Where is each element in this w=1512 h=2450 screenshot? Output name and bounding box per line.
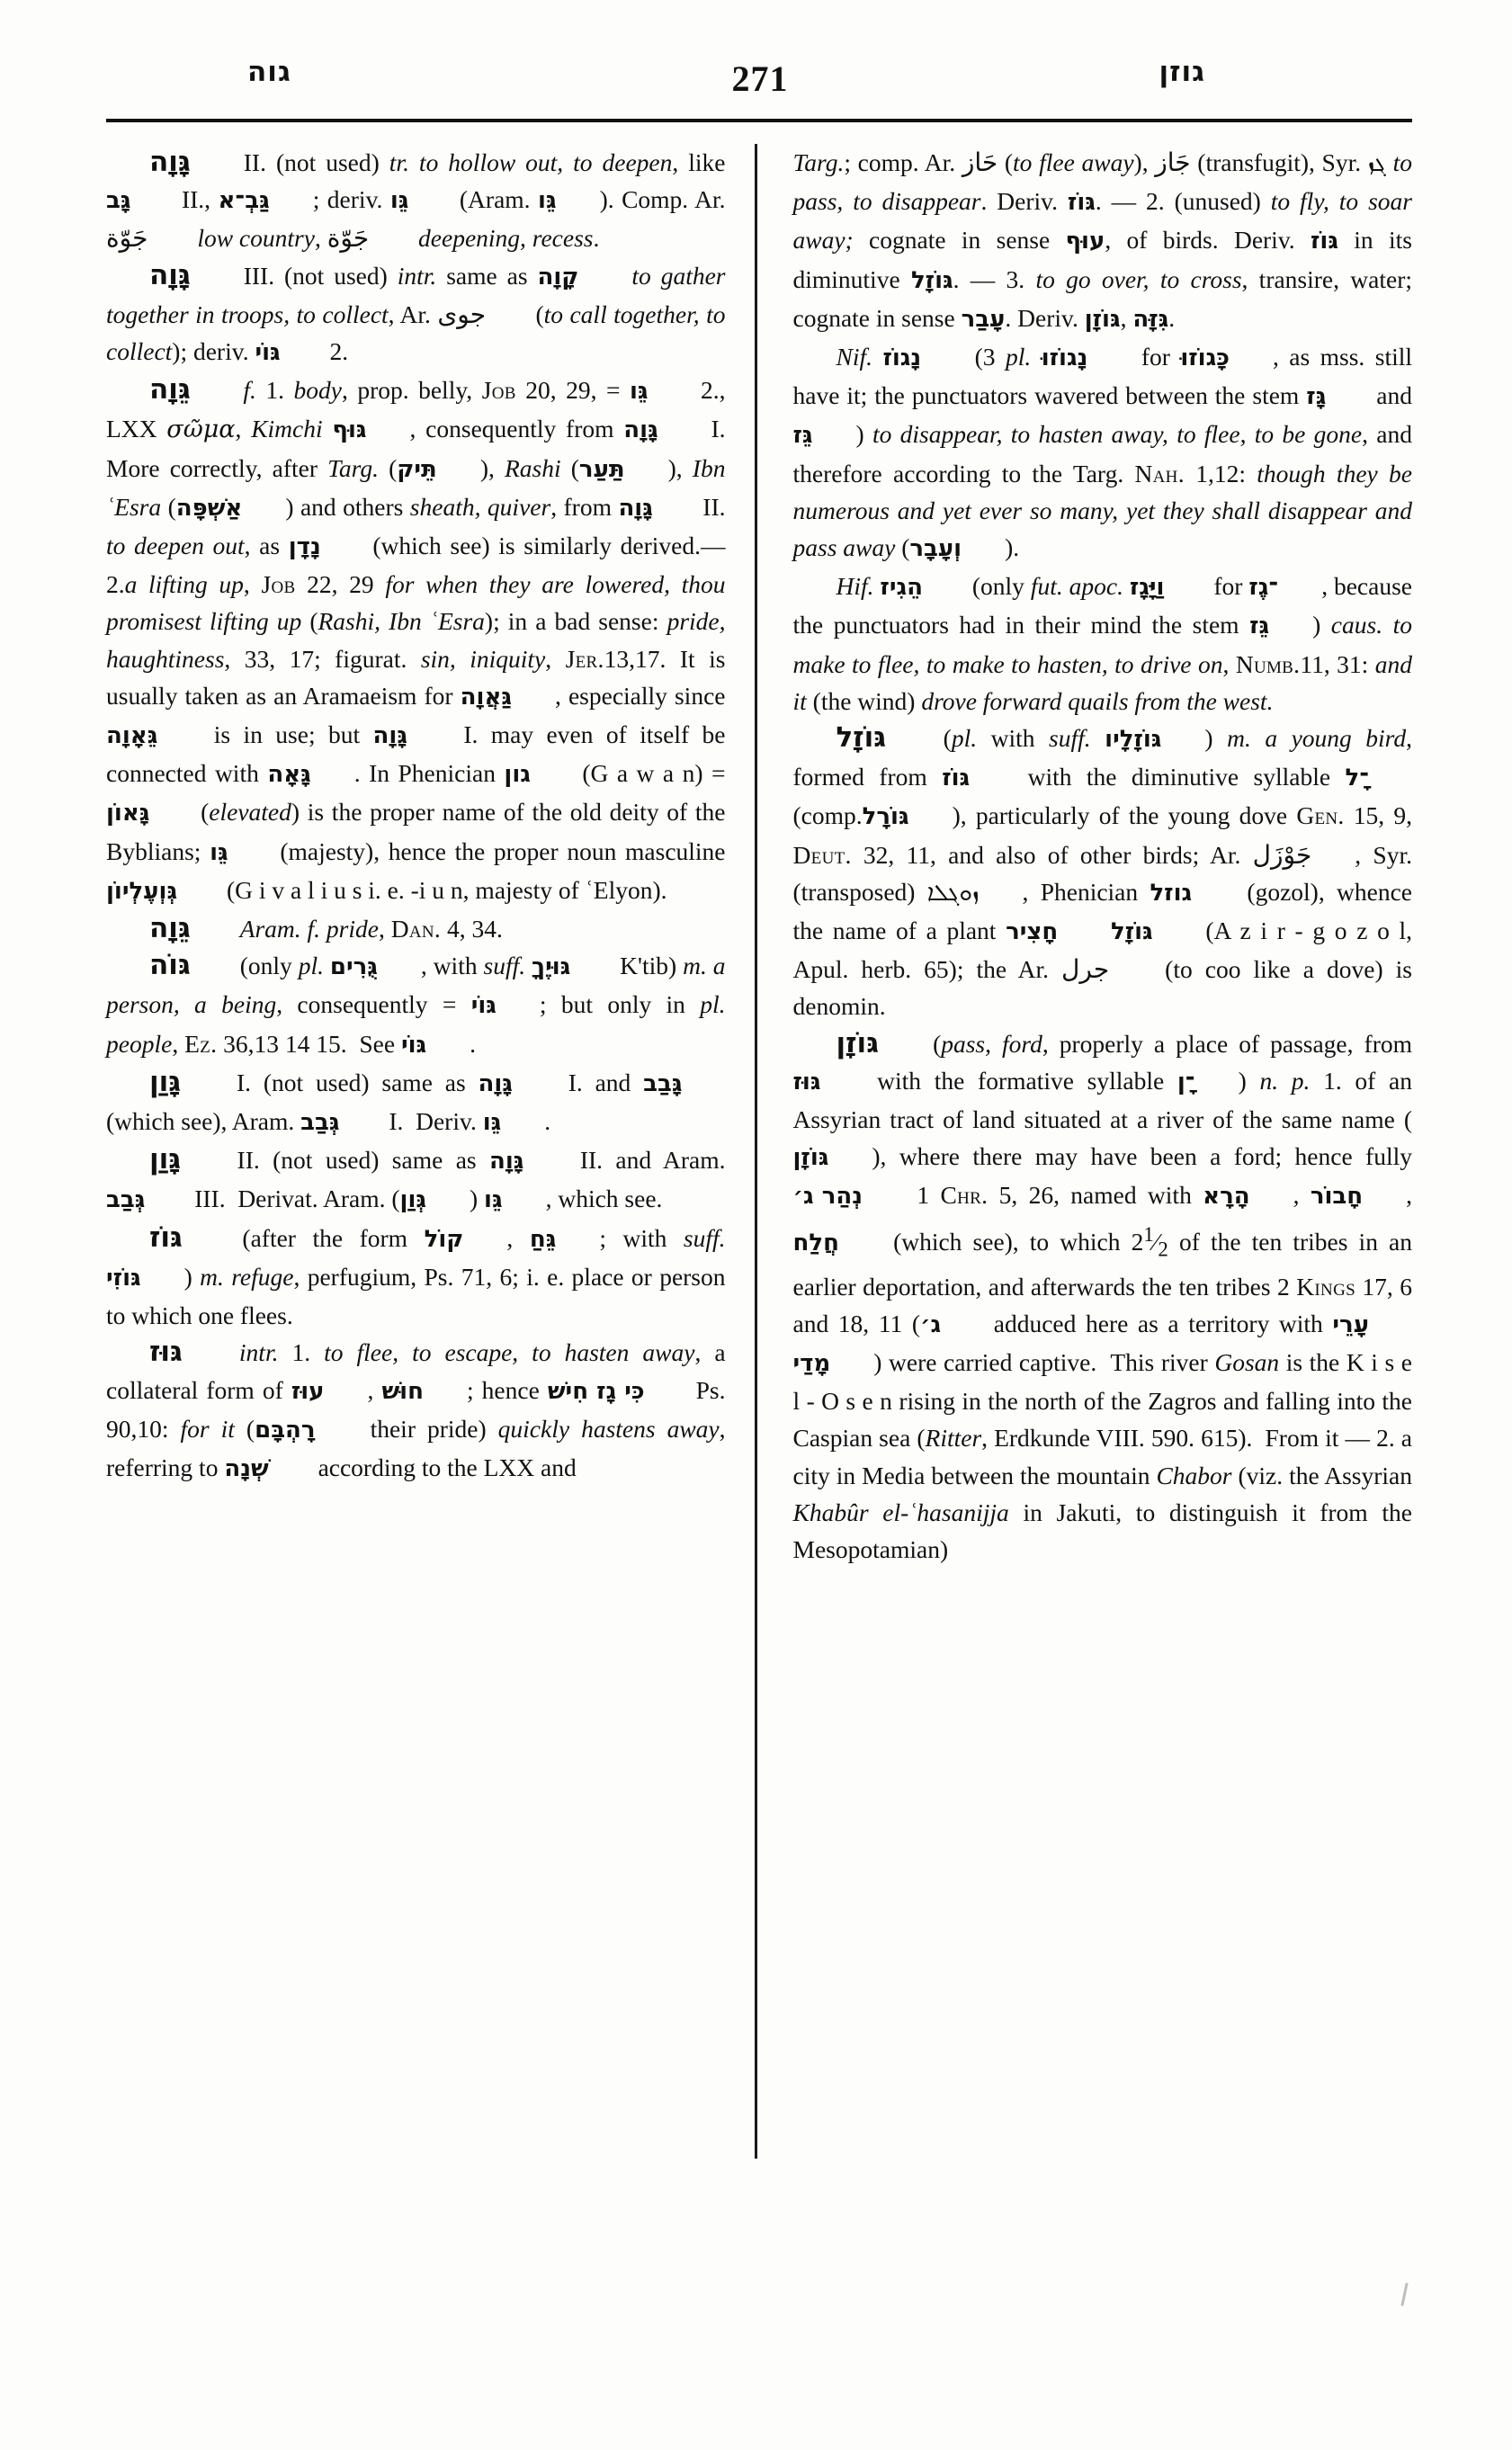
dictionary-entry: גָּוָה III. (not used) intr. same as קָוָה to gather together in troops, to collect, Ar. جوى (to call together, to collect); deriv. גּוֹי 2. (106, 258, 726, 367)
dictionary-entry: Nif. נָגוֹז (3 pl. נָגוֹזוּ for כָּגוֹזוּ , as mss. still have it; the punctuators wavered between the stem גָּז and גֵּז ) to disappear, to hasten away, to flee, to be gone, and therefore according to the Targ. Nah. 1,12: though they be numerous and yet ever so many, yet they shall disappear and pass away (וְעָבָר ). (792, 343, 1413, 563)
dictionary-entry: גֵּוָה f. 1. body, prop. belly, Job 20, 29, = גֵּו 2., LXX σῶμα, Kimchi גּוּף , consequently from גָּוָה I. More correctly, after Targ. (תֵּיק ), Rashi (תַּעַר ), Ibn ʿEsra (אַשְׁפָּה ) and others sheath, quiver, from גָּוָה II. to deepen out, as נָדָן (which see) is similarly derived.—2.a lifting up, Job 22, 29 for when they are lowered, thou promisest lifting up (Rashi, Ibn ʿEsra); in a bad sense: pride, haughtiness, 33, 17; figurat. sin, iniquity, Jer.13,17. It is usually taken as an Aramaeism for גַּאֲוָה , especially since גֵּאָוָה is in use; but גָּוָה I. may even of itself be connected with גָּאָה . In Phenician גון (G a w a n) = גָּאוֹן (elevated) is the proper name of the old deity of the Byblians; גֵּו (majesty), hence the proper noun masculine גְּוְעֶלְיוֹן (G i v a l i u s i. e. -i u n, majesty of ʿElyon). (106, 373, 726, 905)
dictionary-entry: גָּוָה II. (not used) tr. to hollow out, to deepen, like גָּב II., גַּבְ־א ; deriv. גֵּו (Aram. גֵּו ). Comp. Ar. جَوّة low country, جَوّة deepening, recess. (106, 146, 726, 254)
dictionary-entry: גּוֹז (after the form קוֹל , גֵּחַ ; with suff. גּוֹזִי ) m. refuge, perfugium, Ps. 71, 6; i. e. place or person to which one flees. (106, 1221, 726, 1330)
dictionary-entry: גּוּז intr. 1. to flee, to escape, to hasten away, a collateral form of עוּז , חוּשׁ ; hence כִּי גָז חִישׁ Ps. 90,10: for it (רָהְבָּם their pride) quickly hastens away, referring to שְׁנָה according to the LXX and (106, 1336, 726, 1482)
left-column (106, 144, 747, 2159)
page-number: 271 (731, 58, 789, 99)
running-head-left-hebrew: גוה (247, 56, 291, 88)
scan-artifact (1400, 2283, 1408, 2306)
running-head (103, 56, 1417, 113)
dictionary-entry: גָּוַן II. (not used) same as גָּוָה II. and Aram. גְּבַב III. Derivat. Aram. (גְּוַן ) גֵּו , which see. (106, 1143, 726, 1214)
dictionary-entry: גּוֹה (only pl. גֻּרִים , with suff. גּוּיֶךָ K'tib) m. a person, a being, consequently = גּוֹי ; but only in pl. people, Ez. 36,13 14 15. See גּוֹי . (106, 949, 726, 1059)
right-column (755, 144, 1413, 2159)
dictionary-entry: גָּוַן I. (not used) same as גָּוָה I. and גָּבַב (which see), Aram. גְּבַב I. Deriv. גֵּו . (106, 1065, 683, 1137)
dictionary-entry-continuation: Targ.; comp. Ar. حَاز (to flee away), جَاز (transfugit), Syr. ܓܙ to pass, to disappear. Deriv. גּוֹז. — 2. (unused) to fly, to soar away; cognate in sense עוּף, of birds. Deriv. גּוֹז in its diminutive גּוֹזָל. — 3. to go over, to cross, transire, water; cognate in sense עָבַר. Deriv. גּוֹזָן, גִּזָּה. (792, 148, 1412, 333)
dictionary-entry: Hif. הֵגִיז (only fut. apoc. וַיָּגָז for ־גֶז , because the punctuators had in their mind the stem גֵּז ) caus. to make to flee, to make to hasten, to drive on, Numb.11, 31: and it (the wind) drove forward quails from the west. (792, 572, 1413, 715)
dictionary-entry: גּוֹזָן (pass, ford, properly a place of passage, from גּוּז with the formative syllable ־ָן ) n. p. 1. of an Assyrian tract of land situated at a river of the same name (גּוֹזָן ), where there may have been a ford; hence fully נְהַר ג׳ 1 Chr. 5, 26, named with הָרָא , חָבוֹר , חֲלַח (which see), to which $2^1⁄_2$ of the ten tribes in an earlier deportation, and afterwards the ten tribes 2 Kings 17, 6 and 18, 11 (ג׳ adduced here as a territory with עָרֵי מָדַי ) were carried captive. This river Gosan is the K i s e l - O s e n rising in the north of the Zagros and falling into the Caspian sea (Ritter, Erdkunde VIII. 590. 615). From it — 2. a city in Media between the mountain Chabor (viz. the Assyrian Khabûr el-ʿhasanijja in Jakuti, to distinguish it from the Mesopotamian) (792, 1026, 1413, 1563)
body-columns (106, 144, 1412, 2159)
dictionary-entry: גֵּוָה Aram. f. pride, Dan. 4, 34. (149, 912, 503, 945)
running-head-right-hebrew: גוזן (1159, 56, 1205, 88)
header-rule (106, 119, 1412, 122)
dictionary-entry: גּוֹזָל (pl. with suff. גּוֹזָלָיו ) m. a young bird, formed from גּוֹז with the diminutive syllable ־ָל (comp.גּוֹרָל ), particularly of the young dove Gen. 15, 9, Deut. 32, 11, and also of other birds; Ar. جَوْزَل , Syr. (transposed) ܙܘܓܠܐ , Phenician גוזל (gozol), whence the name of a plant חָצִיר גּוֹזָל (A z i r - g o z o l, Apul. herb. 65); the Ar. جرل (to coo like a dove) is denomin. (792, 721, 1413, 1021)
